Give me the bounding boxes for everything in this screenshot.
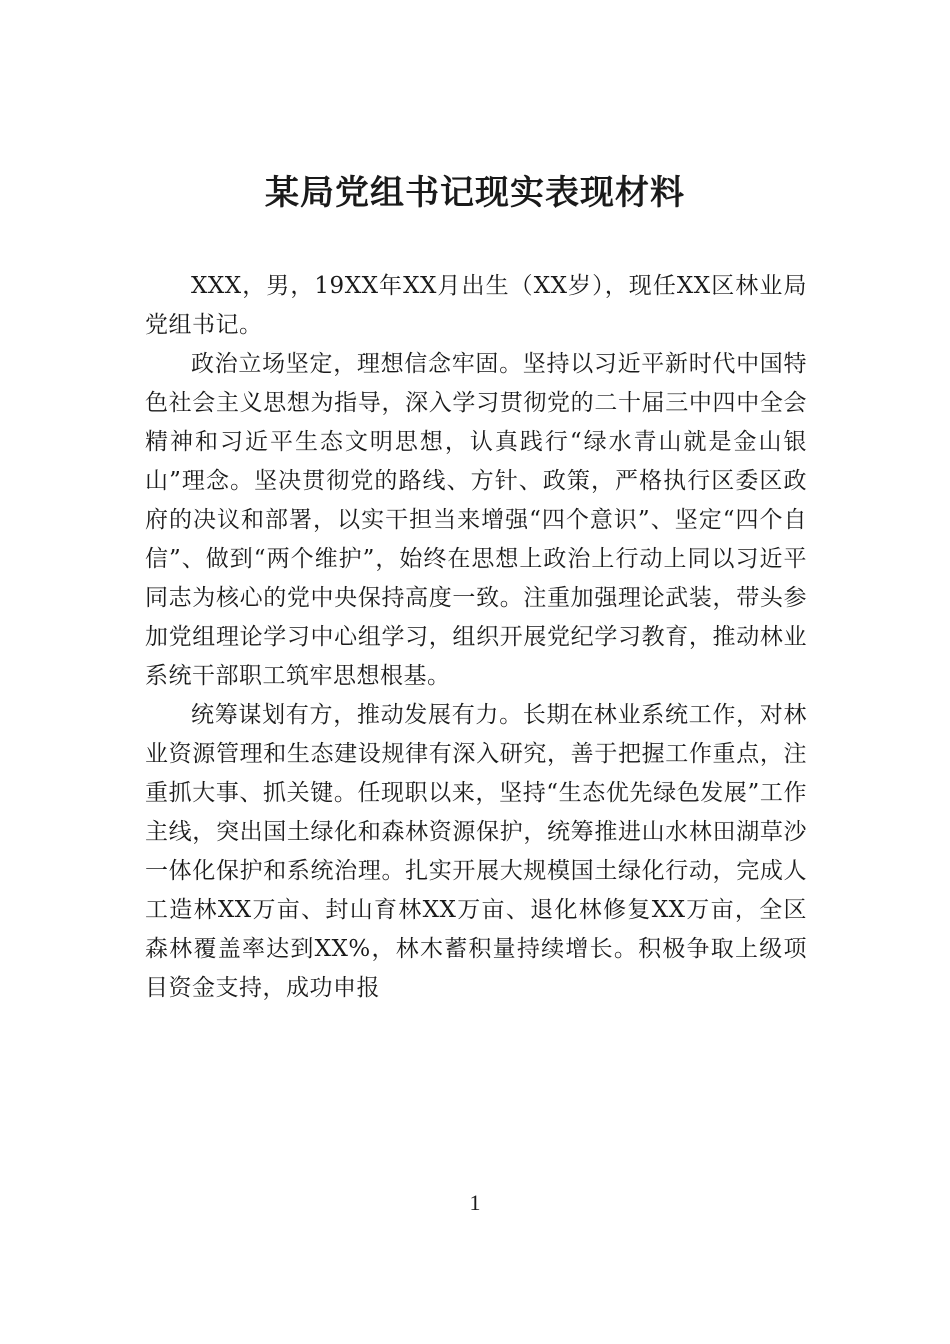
paragraph-intro: XXX，男，19XX年XX月出生（XX岁），现任XX区林业局党组书记。 xyxy=(145,273,807,338)
page-number: 1 xyxy=(469,1190,481,1215)
paragraph-political: 政治立场坚定，理想信念牢固。坚持以习近平新时代中国特色社会主义思想为指导，深入学习贯彻党的二十届三中四中全会精神和习近平生态文明思想，认真践行“绿水青山就是金山银山”理念。坚决贯彻党的路线、方针、政策，严格执行区委区政府的决议和部署，以实干担当来增强“四个意识”、坚定“四个自信”、做到“两个维护”，始终在思想上政治上行动上同以习近平同志为核心的党中央保持高度一致。注重加强理论武装，带头参加党组理论学习中心组学习，组织开展党纪学习教育，推动林业系统干部职工筑牢思想根基。 xyxy=(145,351,807,689)
document-body xyxy=(145,267,807,1008)
document-title: 某局党组书记现实表现材料 xyxy=(265,173,685,213)
paragraph-planning: 统筹谋划有方，推动发展有力。长期在林业系统工作，对林业资源管理和生态建设规律有深入研究，善于把握工作重点，注重抓大事、抓关键。任现职以来，坚持“生态优先绿色发展”工作主线，突出国土绿化和森林资源保护，统筹推进山水林田湖草沙一体化保护和系统治理。扎实开展大规模国土绿化行动，完成人工造林XX万亩、封山育林XX万亩、退化林修复XX万亩，全区森林覆盖率达到XX%，林木蓄积量持续增长。积极争取上级项目资金支持，成功申报 xyxy=(145,702,807,1001)
